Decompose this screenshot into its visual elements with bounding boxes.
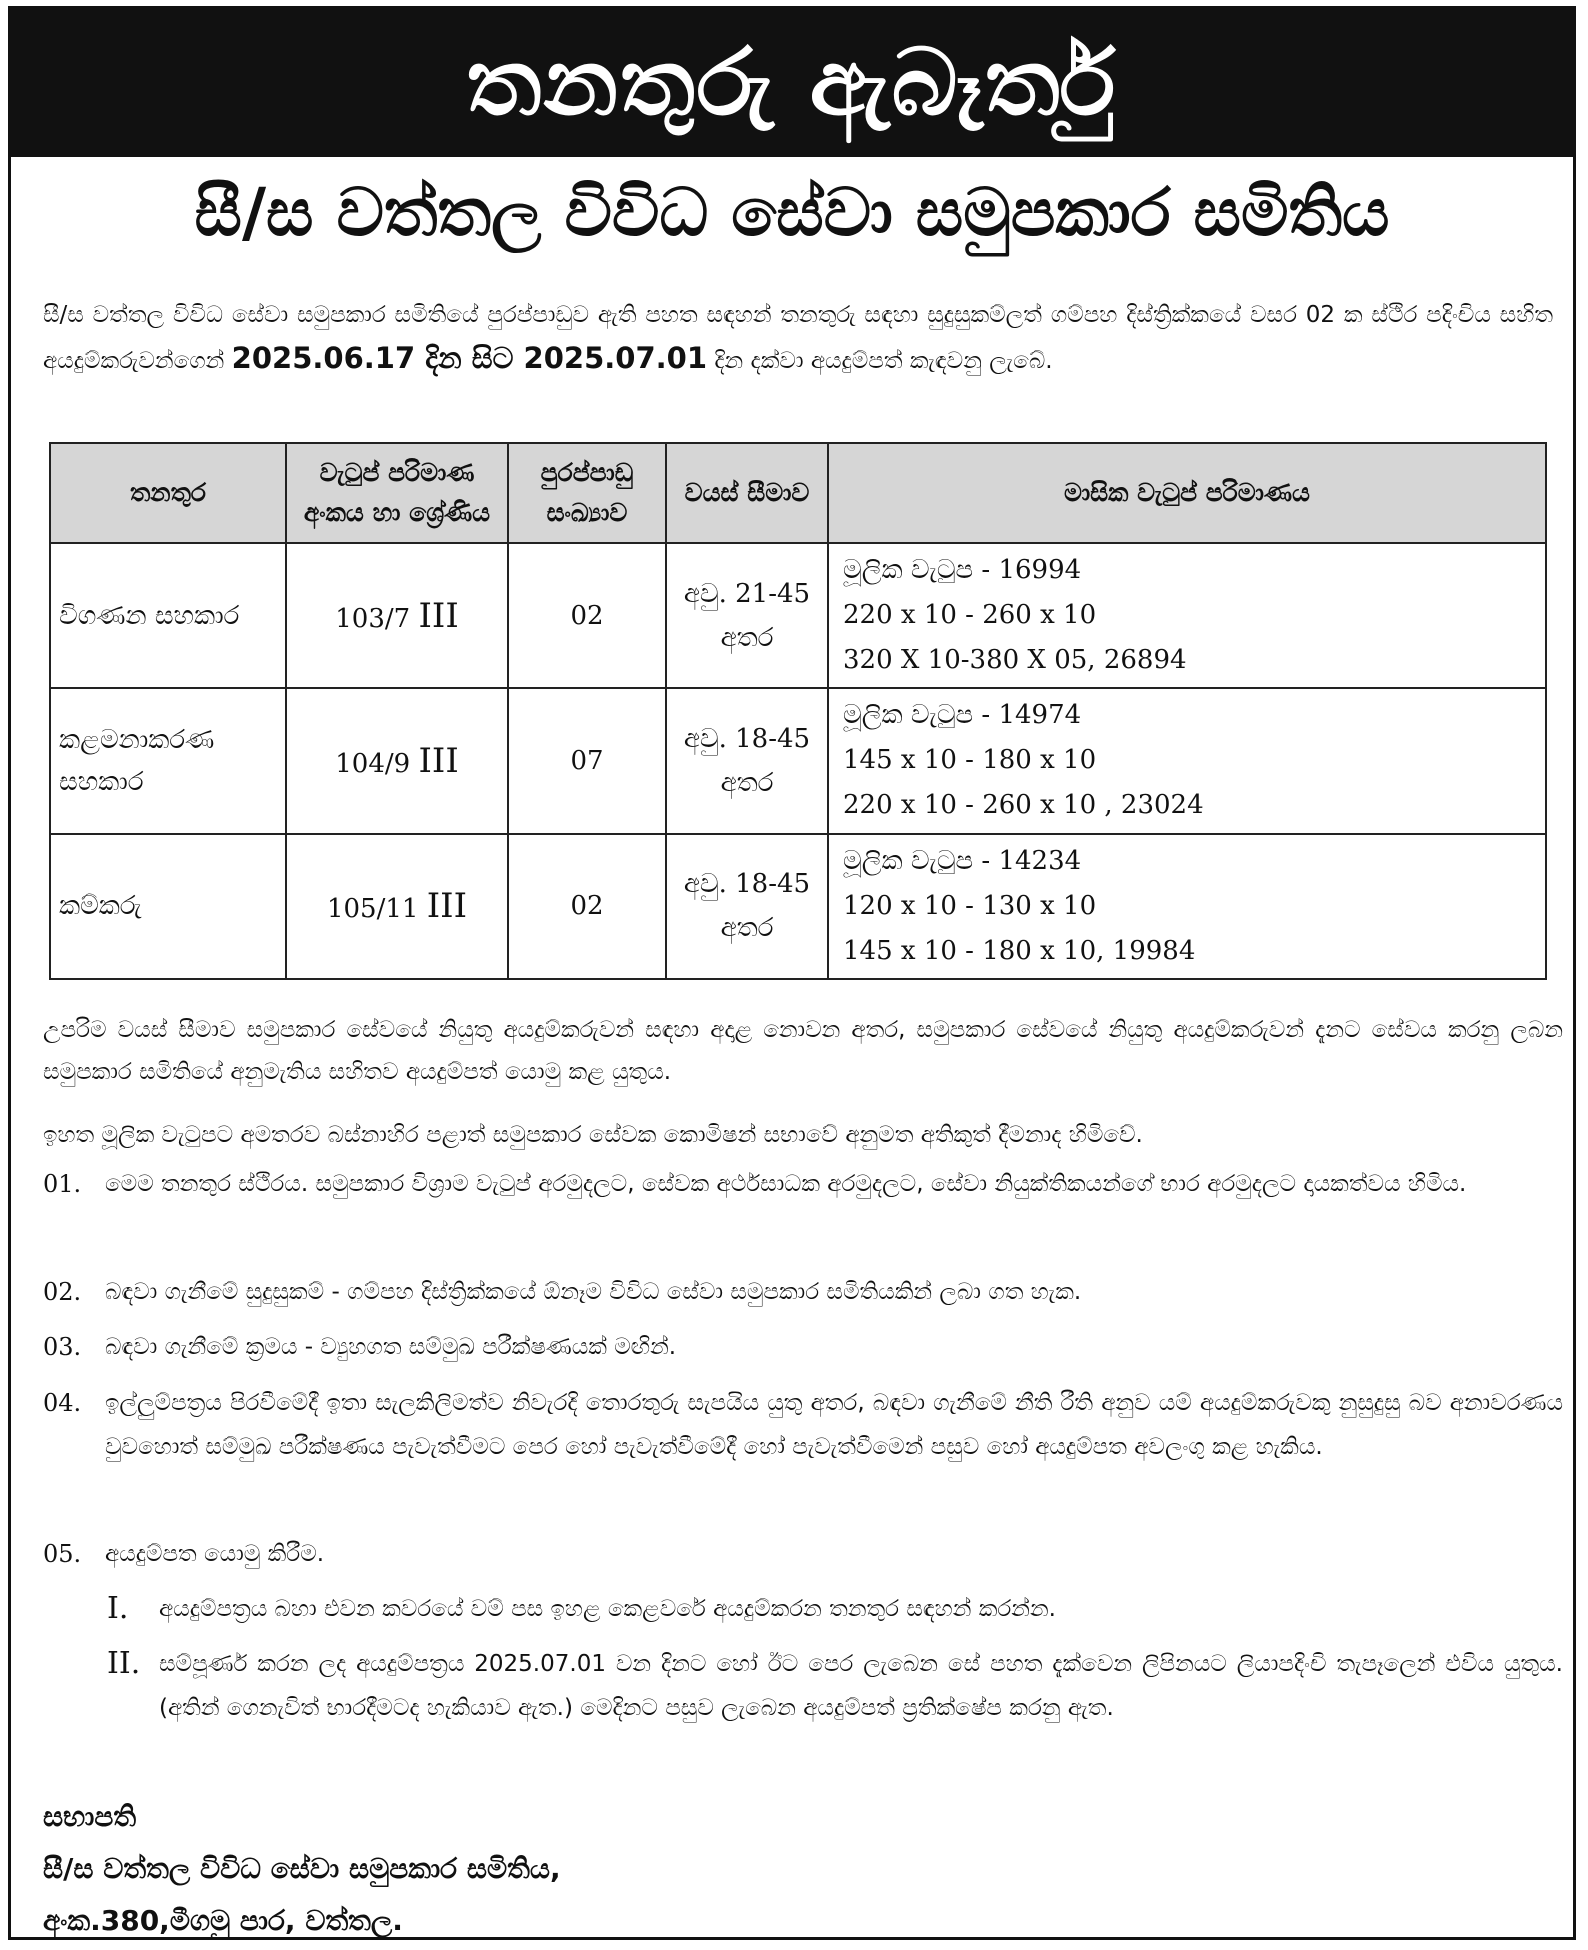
intro-paragraph xyxy=(43,294,1553,383)
signatory-org: සී/ස වත්තල විවිධ සේවා සමුපකාර සමිතිය, xyxy=(43,1852,561,1885)
organization-title: සී/ස වත්තල විවිධ සේවා සමුපකාර සමිතිය xyxy=(194,174,1390,251)
grade: III xyxy=(418,595,459,636)
item-text: බඳවා ගැනීමේ ක්‍රමය - ව්‍යුහගත සම්මුඛ පරීක්ෂණයක් මඟින්. xyxy=(105,1334,677,1360)
header-salary-scale: වැටුප් පරිමාණ අංකය හා ශ්‍රේණිය xyxy=(286,443,508,543)
list-item xyxy=(43,1381,1563,1469)
sub-item-number: II. xyxy=(107,1646,141,1681)
signature-block xyxy=(43,1791,561,1947)
salary-scale-cell xyxy=(286,543,508,688)
header-vacancies: පුරප්පාඩු සංඛ්‍යාව xyxy=(508,443,666,543)
age-limit-cell xyxy=(666,834,828,979)
banner-title: තනතුරු ඇබෑර්තු xyxy=(466,28,1118,136)
table-row xyxy=(50,688,1546,833)
sub-item-text: සම්පූර්ණ කරන ලද අයදුම්පත්‍රය 2025.07.01 වන දිනට හෝ ඊට පෙර ලැබෙන සේ පහත දැක්වෙන ලිපිනයට ලියාපදිංචි තැපෑලෙන් එවිය යුතුය. (අතින් ගෙනැවිත් භාරදීමටද හැකියාව ඇත.) මෙදිනට පසුව ලැබෙන අයදුම්පත් ප්‍රතික්ෂේප කරනු ඇත. xyxy=(159,1651,1563,1721)
grade: III xyxy=(426,886,468,927)
scale-code: 103/7 xyxy=(335,603,411,634)
signatory-role: සභාපති xyxy=(43,1800,137,1833)
application-period: 2025.06.17 දින සිට 2025.07.01 xyxy=(231,341,708,375)
age-limit-cell xyxy=(666,688,828,833)
item-number: 03. xyxy=(43,1333,82,1361)
intro-text: සී/ස වත්තල විවිධ සේවා සමුපකාර සමිතියේ පුරප්පාඩුව ඇති පහත සඳහන් තනතුරු සඳහා සුදුසුකම්ලත් ගම්පහ දිස්ත්‍රික්කයේ වසර 02 ක ස්ථිර පදිංචිය සහිත අයදුම්කරුවන්ගෙන් xyxy=(43,302,1553,374)
vacancies-banner xyxy=(11,9,1573,157)
list-item xyxy=(43,1270,1563,1314)
intro-text-end: දින දක්වා අයදුම්පත් කැඳවනු ලැබේ. xyxy=(714,348,1053,374)
age-suffix: අතර xyxy=(720,622,774,653)
list-item xyxy=(43,1325,1563,1369)
item-number: 04. xyxy=(43,1389,82,1417)
salary-cell xyxy=(828,834,1546,979)
vacancy-count: 02 xyxy=(508,543,666,688)
allowance-note: ඉහත මූලික වැටුපට අමතරව බස්නාහිර පළාත් සමුපකාර සේවක කොමිෂන් සභාවේ අනුමත අතිකුත් දීමනාද හිමිවේ. xyxy=(43,1122,1143,1148)
salary-scale-cell xyxy=(286,834,508,979)
age-range: අවු. 18-45 xyxy=(683,869,811,900)
salary-step: 220 x 10 - 260 x 10 xyxy=(843,600,1097,631)
age-range: අවු. 18-45 xyxy=(683,723,811,754)
vacancies-table xyxy=(49,442,1547,980)
header-post: තනතුර xyxy=(50,443,286,543)
list-item xyxy=(43,1532,1563,1576)
grade: III xyxy=(418,740,459,781)
item-text: මෙම තනතුර ස්ථිරය. සමුපකාර විශ්‍රාම වැටුප් අරමුදලට, සේවක අර්ථසාධක අරමුදලට, සේවා නියුක්තිකයන්ගේ භාර අරමුදලට දායකත්වය හිමිය. xyxy=(105,1171,1467,1197)
list-item xyxy=(43,1162,1563,1206)
sub-item xyxy=(107,1642,1563,1730)
salary-step: 320 X 10-380 X 05, 26894 xyxy=(843,645,1187,676)
signatory-address: අංක.380,මීගමු පාර, වත්තල. xyxy=(43,1904,403,1937)
post-name: කම්කරු xyxy=(50,834,286,979)
scale-code: 105/11 xyxy=(326,894,419,925)
table-row xyxy=(50,543,1546,688)
advertisement-frame xyxy=(8,6,1576,1940)
sub-item-number: I. xyxy=(107,1591,129,1626)
item-number: 02. xyxy=(43,1278,82,1306)
basic-salary: මූලික වැටුප - 16994 xyxy=(843,555,1082,586)
header-monthly-salary: මාසික වැටුප් පරිමාණය xyxy=(828,443,1546,543)
table-header-row xyxy=(50,443,1546,543)
sub-item xyxy=(107,1587,1563,1631)
header-age-limit: වයස් සීමාව xyxy=(666,443,828,543)
table-row xyxy=(50,834,1546,979)
scale-code: 104/9 xyxy=(335,748,411,779)
item-number: 01. xyxy=(43,1170,82,1198)
post-name: විගණන සහකාර xyxy=(50,543,286,688)
age-limit-note: උපරිම වයස් සීමාව සමුපකාර සේවයේ නියුතු අයදුම්කරුවන් සඳහා අදාළ නොවන අතර, සමුපකාර සේවයේ නියුතු අයදුම්කරුවන් දැනට සේවය කරනු ලබන සමුපකාර සමිතියේ අනුමැතිය සහිතව අයදුම්පත් යොමු කළ යුතුය. xyxy=(43,1017,1563,1085)
vacancy-count: 02 xyxy=(508,834,666,979)
post-name: කළමනාකරණ සහකාර xyxy=(50,688,286,833)
basic-salary: මූලික වැටුප - 14974 xyxy=(843,700,1082,731)
salary-step: 145 x 10 - 180 x 10, 19984 xyxy=(843,935,1196,966)
basic-salary: මූලික වැටුප - 14234 xyxy=(843,845,1082,876)
item-text: බඳවා ගැනීමේ සුදුසුකම් - ගම්පහ දිස්ත්‍රික්කයේ ඕනෑම විවිධ සේවා සමුපකාර සමිතියකින් ලබා ගත හැක. xyxy=(105,1279,1082,1305)
salary-step: 120 x 10 - 130 x 10 xyxy=(843,890,1097,921)
salary-cell xyxy=(828,688,1546,833)
salary-cell xyxy=(828,543,1546,688)
age-limit-cell xyxy=(666,543,828,688)
salary-step: 145 x 10 - 180 x 10 xyxy=(843,745,1097,776)
vacancy-count: 07 xyxy=(508,688,666,833)
salary-scale-cell xyxy=(286,688,508,833)
sub-item-text: අයදුම්පත්‍රය බහා එවන කවරයේ වම් පස ඉහළ කෙළවරේ අයදුම්කරන තනතුර සඳහන් කරන්න. xyxy=(159,1596,1056,1622)
item-number: 05. xyxy=(43,1540,82,1568)
item-text: අයදුම්පත යොමු කිරීම. xyxy=(105,1541,325,1567)
item-text: ඉල්ලුම්පත්‍රය පිරවීමේදී ඉතා සැලකිලිමත්ව නිවැරදි තොරතුරු සැපයිය යුතු අතර, බඳවා ගැනීමේ නීති රීති අනුව යම් අයදුම්කරුවකු නුසුදුසු බව අනාවරණය වුවහොත් සම්මුඛ පරීක්ෂණය පැවැත්වීමට පෙර හෝ පැවැත්වීමේදී හෝ පැවැත්වීමෙන් පසුව හෝ අයදුම්පත අවලංගු කළ හැකිය. xyxy=(105,1390,1563,1460)
salary-step: 220 x 10 - 260 x 10 , 23024 xyxy=(843,790,1204,821)
age-range: අවු. 21-45 xyxy=(683,578,811,609)
age-suffix: අතර xyxy=(720,767,774,798)
age-suffix: අතර xyxy=(720,913,774,944)
